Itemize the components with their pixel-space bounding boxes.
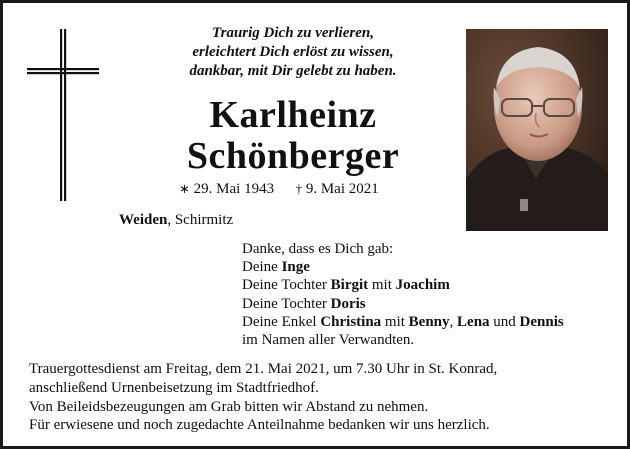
town: Weiden (119, 212, 168, 228)
relative-name: Dennis (519, 313, 564, 330)
district: , Schirmitz (167, 212, 234, 228)
relative-name: Inge (281, 259, 310, 276)
connector-text: mit (381, 313, 409, 330)
connector-text: mit (368, 277, 396, 294)
connector-text: und (489, 313, 520, 330)
relation-label: Deine (242, 259, 282, 276)
relative-name: Lena (457, 313, 490, 330)
relative-name: Birgit (330, 277, 369, 294)
family-intro: Danke, dass es Dich gab: (242, 241, 394, 257)
relation-label: Deine Tochter (242, 277, 331, 294)
verse-line: Traurig Dich zu verlieren, (212, 25, 374, 41)
birth-star-icon: ∗ (179, 181, 190, 196)
relative-name: Christina (320, 313, 382, 330)
family-line (242, 258, 564, 276)
portrait-image (466, 29, 608, 231)
service-line: anschließend Urnenbeisetzung im Stadtfriedhof. (29, 379, 319, 396)
life-dates (179, 181, 379, 198)
cross-icon (27, 29, 99, 201)
verse-line: erleichtert Dich erlöst zu wissen, (192, 44, 394, 60)
birth-date: 29. Mai 1943 (193, 181, 275, 197)
family-list (242, 240, 564, 349)
service-line: Von Beileidsbezeugungen am Grab bitten wir Abstand zu nehmen. (29, 398, 429, 415)
relative-name: Joachim (395, 277, 450, 294)
service-line: Trauergottesdienst am Freitag, dem 21. Mai 2021, um 7.30 Uhr in St. Konrad, (29, 361, 498, 377)
first-name: Karlheinz (209, 94, 377, 136)
relative-name: Doris (330, 295, 366, 312)
service-line: Für erwiesene und noch zugedachte Anteilnahme bedanken wir uns herzlich. (29, 417, 490, 434)
family-closing: im Namen aller Verwandten. (242, 332, 415, 349)
relative-name: Benny (408, 313, 450, 330)
death-date: 9. Mai 2021 (305, 181, 379, 197)
family-line (242, 276, 564, 294)
deceased-name (153, 95, 433, 177)
family-line (242, 295, 564, 313)
service-info (29, 360, 497, 435)
residence (119, 212, 233, 229)
family-line (242, 313, 564, 331)
verse-line: dankbar, mit Dir gelebt zu haben. (189, 63, 397, 79)
relation-label: Deine Enkel (242, 313, 321, 330)
connector-text: , (449, 313, 458, 330)
last-name: Schönberger (186, 135, 400, 177)
memorial-verse (153, 24, 433, 81)
portrait-photo (466, 29, 608, 231)
death-dagger-icon: † (295, 181, 303, 196)
relation-label: Deine Tochter (242, 295, 331, 312)
